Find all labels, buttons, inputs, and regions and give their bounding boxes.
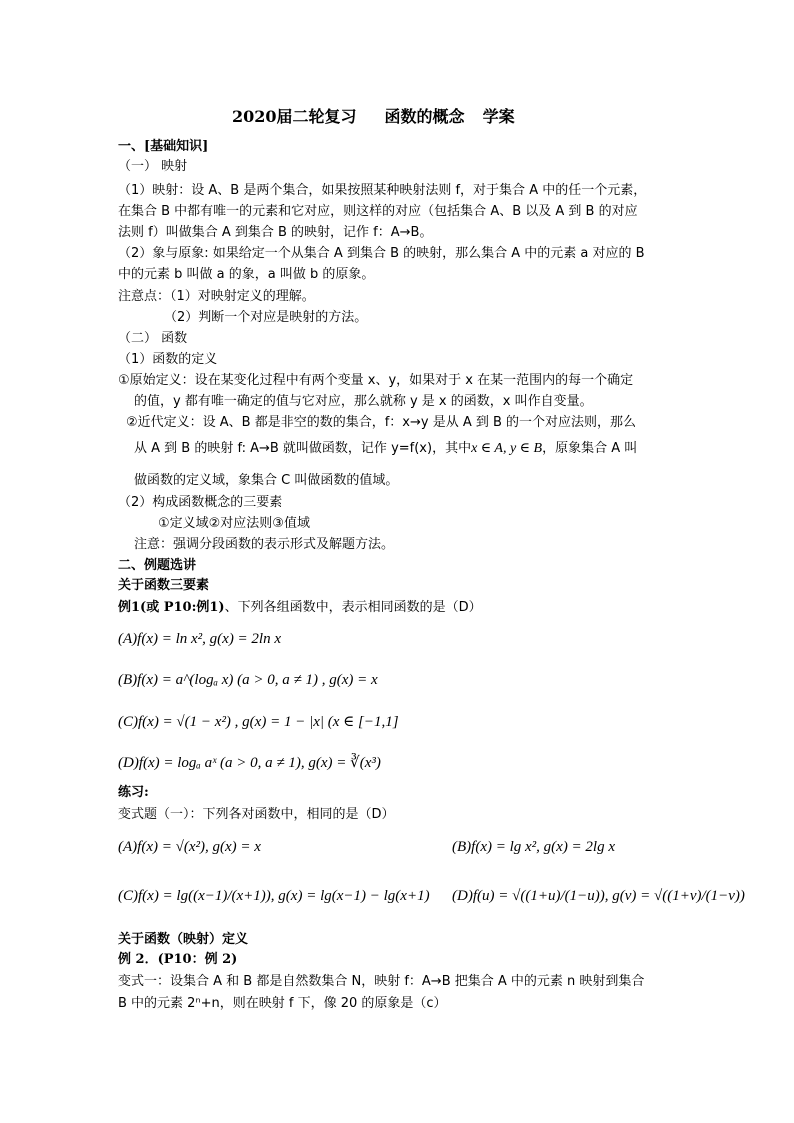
function-def-heading: （1）函数的定义	[118, 352, 218, 367]
example-1-option-b: (B)f(x) = a^(logₐ x) (a > 0, a ≠ 1) , g(x) = x	[118, 672, 378, 688]
example-2-line-1: 变式一：设集合 A 和 B 都是自然数集合 N，映射 f：A→B 把集合 A 中的元素 n 映射到集合	[118, 974, 645, 989]
original-def-line-2: 的值，y 都有唯一确定的值与它对应，那么就称 y 是 x 的函数，x 叫作自变量。	[134, 394, 593, 409]
note-point-2: （2）判断一个对应是映射的方法。	[164, 310, 368, 325]
mapping-def-line-1: （1）映射：设 A、B 是两个集合，如果按照某种映射法则 f，对于集合 A 中的任一个元素，	[118, 183, 647, 198]
modern-def-line-3: 做函数的定义域，象集合 C 叫做函数的值域。	[134, 473, 399, 488]
three-elements-heading: （2）构成函数概念的三要素	[118, 495, 283, 510]
section-2-heading: 二、例题选讲	[118, 558, 197, 573]
subsection-mapping: （一） 映射	[118, 159, 188, 174]
mapping-def-line-2: 在集合 B 中都有唯一的元素和它对应，则这样的对应（包括集合 A、B 以及 A 到 B 的对应	[118, 204, 638, 219]
note-point-1: 注意点：（1）对映射定义的理解。	[118, 289, 315, 304]
practice-heading: 练习:	[118, 785, 149, 800]
modern-def-math: x ∈ A, y ∈ B	[471, 441, 543, 456]
example-1-option-a: (A)f(x) = ln x², g(x) = 2ln x	[118, 631, 282, 647]
modern-def-line-1: ②近代定义：设 A、B 都是非空的数的集合，f：x→y 是从 A 到 B 的一个对应法则，那么	[126, 415, 637, 430]
variant-1-prompt: 变式题（一）：下列各对函数中，相同的是（D）	[118, 807, 395, 822]
modern-def-text: 从 A 到 B 的映射 f: A→B 就叫做函数，记作 y=f(x)，其中	[134, 441, 472, 456]
title-part-a: 2020届二轮复习	[232, 107, 357, 126]
image-preimage-line-2: 中的元素 b 叫做 a 的象，a 叫做 b 的原象。	[118, 267, 375, 282]
three-elements-list: ①定义域②对应法则③值域	[158, 516, 310, 531]
example-1-prompt	[118, 599, 482, 617]
example-1-text: 、下列各组函数中，表示相同函数的是（D）	[224, 600, 482, 615]
topic-three-elements: 关于函数三要素	[118, 578, 210, 593]
example-1-label: 例1(或 P10:例1)	[118, 600, 225, 615]
modern-def-line-2	[134, 440, 637, 458]
page-title	[232, 108, 515, 126]
example-1-option-c: (C)f(x) = √(1 − x²) , g(x) = 1 − |x| (x ∈ [−1,1]	[118, 714, 399, 730]
title-part-c: 学案	[482, 107, 515, 126]
topic-mapping-definition: 关于函数（映射）定义	[118, 932, 249, 947]
subsection-function: （二） 函数	[118, 331, 188, 346]
example-2-line-2: B 中的元素 2ⁿ+n，则在映射 f 下，像 20 的原象是（c）	[118, 996, 447, 1011]
title-part-b: 函数的概念	[384, 107, 465, 126]
practice-option-b: (B)f(x) = lg x², g(x) = 2lg x	[452, 839, 616, 855]
example-1-option-d: (D)f(x) = logₐ aˣ (a > 0, a ≠ 1), g(x) = ∛(x³)	[118, 755, 381, 771]
practice-option-a: (A)f(x) = √(x²), g(x) = x	[118, 839, 261, 855]
example-2-label: 例 2．(P10：例 2)	[118, 952, 238, 967]
modern-def-text-end: ，原象集合 A 叫	[542, 441, 638, 456]
piecewise-note: 注意：强调分段函数的表示形式及解题方法。	[134, 537, 395, 552]
practice-option-c: (C)f(x) = lg((x−1)/(x+1)), g(x) = lg(x−1) − lg(x+1)	[118, 888, 430, 904]
original-def-line-1: ①原始定义：设在某变化过程中有两个变量 x、y，如果对于 x 在某一范围内的每一个确定	[118, 373, 634, 388]
section-1-heading: 一、[基础知识]	[118, 139, 209, 154]
practice-option-d: (D)f(u) = √((1+u)/(1−u)), g(v) = √((1+v)/(1−v))	[452, 888, 745, 904]
image-preimage-line-1: （2）象与原象: 如果给定一个从集合 A 到集合 B 的映射，那么集合 A 中的元素 a 对应的 B	[118, 246, 645, 261]
mapping-def-line-3: 法则 f）叫做集合 A 到集合 B 的映射，记作 f：A→B。	[118, 225, 433, 240]
